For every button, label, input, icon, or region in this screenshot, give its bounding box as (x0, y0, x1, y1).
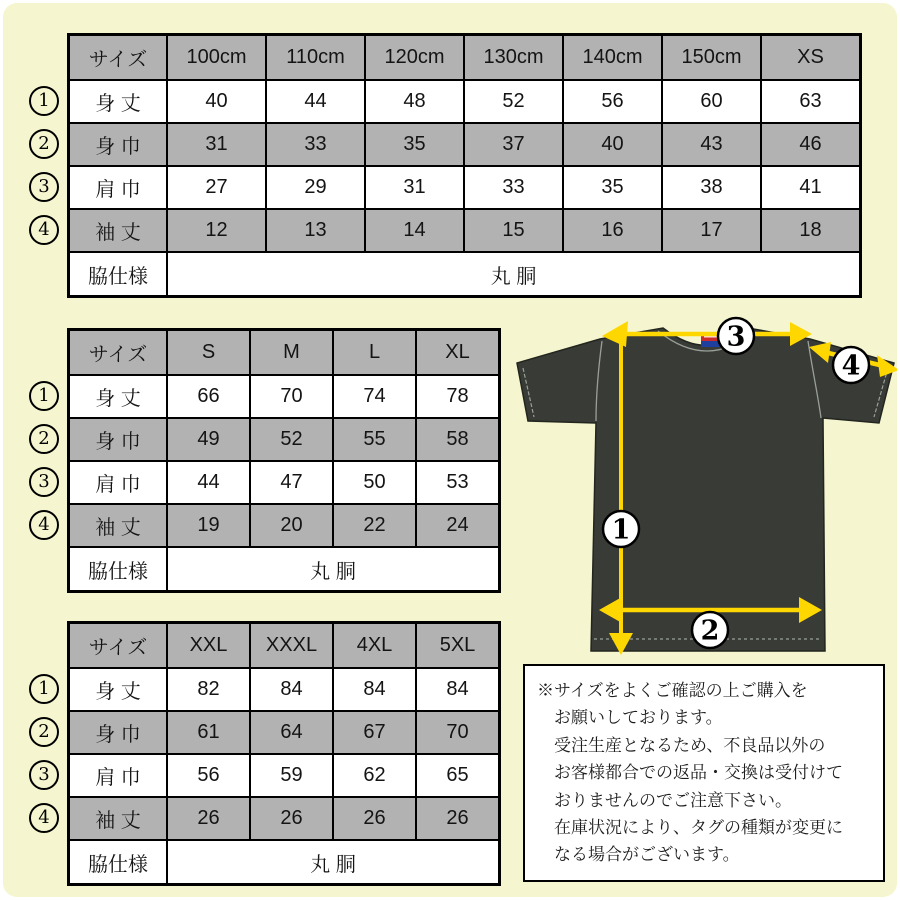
measure-value: 65 (416, 754, 500, 797)
measure-row (69, 80, 861, 123)
note-line: ※サイズをよくご確認の上ご購入を (537, 681, 808, 700)
measure-row (69, 418, 500, 461)
measure-value: 35 (365, 123, 464, 166)
measure-value: 40 (167, 80, 266, 123)
size-column-header: 130cm (464, 35, 563, 81)
measure-value: 22 (333, 504, 416, 547)
measure-value: 33 (266, 123, 365, 166)
measure-label: 身 丈 (69, 80, 168, 123)
measure-value: 59 (250, 754, 333, 797)
note-line: 在庫状況により、タグの種類が変更に (554, 818, 843, 838)
measure-value: 64 (250, 711, 333, 754)
row-markers-adult (21, 328, 67, 593)
measure-value: 48 (365, 80, 464, 123)
measure-row (69, 668, 500, 711)
measure-label: 袖 丈 (69, 504, 168, 547)
header-row (69, 35, 861, 81)
measure-value: 40 (563, 123, 662, 166)
row-marker-circle (29, 503, 59, 546)
note-line: なる場合がございます。 (554, 845, 740, 865)
row-marker-circle (29, 208, 59, 251)
measure-value: 24 (416, 504, 500, 547)
measure-value: 52 (250, 418, 333, 461)
row-marker-number: 1 (29, 86, 59, 116)
measure-label: 身 巾 (69, 123, 168, 166)
measure-value: 62 (333, 754, 416, 797)
plus-size-table (67, 621, 501, 886)
size-column-header: L (333, 330, 416, 376)
size-chart-canvas (3, 3, 897, 897)
size-column-header: 5XL (416, 623, 500, 669)
svg-text:4: 4 (841, 350, 861, 382)
measure-value: 19 (167, 504, 250, 547)
measure-value: 50 (333, 461, 416, 504)
measure-value: 44 (266, 80, 365, 123)
size-column-header: XL (416, 330, 500, 376)
measure-label: 身 丈 (69, 375, 168, 418)
measure-value: 67 (333, 711, 416, 754)
side-spec-row (69, 252, 861, 297)
row-marker-number: 4 (29, 510, 59, 540)
measure-value: 84 (333, 668, 416, 711)
diagram-marker-3 (718, 318, 754, 354)
measure-value: 13 (266, 209, 365, 252)
measure-value: 55 (333, 418, 416, 461)
measure-value: 27 (167, 166, 266, 209)
measure-value: 17 (662, 209, 761, 252)
measure-value: 31 (167, 123, 266, 166)
row-marker-circle (29, 753, 59, 796)
measure-value: 56 (563, 80, 662, 123)
measure-value: 41 (761, 166, 861, 209)
svg-text:3: 3 (726, 321, 746, 353)
measure-value: 26 (416, 797, 500, 840)
measure-value: 60 (662, 80, 761, 123)
measure-value: 37 (464, 123, 563, 166)
row-markers-plus (21, 621, 67, 886)
measure-value: 18 (761, 209, 861, 252)
note-line: お願いしております。 (554, 708, 723, 728)
measure-value: 84 (416, 668, 500, 711)
measure-value: 84 (250, 668, 333, 711)
diagram-marker-4 (833, 347, 869, 383)
measure-value: 26 (167, 797, 250, 840)
row-marker-number: 4 (29, 803, 59, 833)
row-markers-kids (21, 33, 67, 298)
size-column-header: S (167, 330, 250, 376)
measure-value: 44 (167, 461, 250, 504)
note-line: お客様都合での返品・交換は受付けて (554, 763, 843, 783)
measure-row (69, 711, 500, 754)
row-marker-circle (29, 122, 59, 165)
row-marker-number: 3 (29, 760, 59, 790)
measure-value: 16 (563, 209, 662, 252)
measure-label: 袖 丈 (69, 209, 168, 252)
side-spec-label: 脇仕様 (69, 547, 168, 592)
kids-size-table (67, 33, 862, 298)
header-row (69, 623, 500, 669)
plus-size-section (21, 621, 501, 886)
size-column-header: 150cm (662, 35, 761, 81)
size-column-header: XS (761, 35, 861, 81)
size-corner-header: サイズ (69, 35, 168, 81)
purchase-note (523, 664, 885, 882)
row-marker-circle (29, 460, 59, 503)
measure-value: 26 (250, 797, 333, 840)
size-column-header: XXL (167, 623, 250, 669)
diagram-marker-1 (603, 511, 639, 547)
size-corner-header: サイズ (69, 330, 168, 376)
measure-label: 袖 丈 (69, 797, 168, 840)
size-column-header: 120cm (365, 35, 464, 81)
side-spec-label: 脇仕様 (69, 252, 168, 297)
measure-value: 61 (167, 711, 250, 754)
measure-row (69, 504, 500, 547)
size-column-header: 140cm (563, 35, 662, 81)
row-marker-number: 4 (29, 215, 59, 245)
size-column-header: 110cm (266, 35, 365, 81)
measure-label: 肩 巾 (69, 754, 168, 797)
measure-row (69, 375, 500, 418)
measure-value: 70 (416, 711, 500, 754)
measure-value: 52 (464, 80, 563, 123)
row-marker-number: 2 (29, 717, 59, 747)
measure-value: 15 (464, 209, 563, 252)
measure-label: 身 巾 (69, 711, 168, 754)
measure-label: 肩 巾 (69, 166, 168, 209)
measure-row (69, 166, 861, 209)
measure-label: 肩 巾 (69, 461, 168, 504)
diagram-marker-2 (692, 612, 728, 648)
svg-text:1: 1 (611, 514, 631, 546)
measure-row (69, 461, 500, 504)
size-corner-header: サイズ (69, 623, 168, 669)
row-marker-number: 2 (29, 424, 59, 454)
measure-row (69, 123, 861, 166)
side-spec-row (69, 547, 500, 592)
header-row (69, 330, 500, 376)
measure-value: 53 (416, 461, 500, 504)
row-marker-number: 1 (29, 674, 59, 704)
measure-value: 49 (167, 418, 250, 461)
size-column-header: 100cm (167, 35, 266, 81)
measure-value: 56 (167, 754, 250, 797)
row-marker-number: 3 (29, 172, 59, 202)
measure-row (69, 209, 861, 252)
row-marker-circle (29, 710, 59, 753)
kids-size-section (21, 33, 862, 298)
row-marker-circle (29, 374, 59, 417)
measure-label: 身 巾 (69, 418, 168, 461)
measure-value: 33 (464, 166, 563, 209)
measure-value: 63 (761, 80, 861, 123)
measure-value: 66 (167, 375, 250, 418)
size-column-header: M (250, 330, 333, 376)
measure-value: 38 (662, 166, 761, 209)
note-line: おりませんのでご注意下さい。 (554, 790, 792, 810)
row-marker-number: 3 (29, 467, 59, 497)
side-spec-row (69, 840, 500, 885)
tshirt-measure-diagram (508, 301, 897, 663)
measure-value: 46 (761, 123, 861, 166)
side-spec-value: 丸 胴 (167, 547, 500, 592)
row-marker-circle (29, 796, 59, 839)
row-marker-number: 2 (29, 129, 59, 159)
measure-row (69, 754, 500, 797)
adult-size-table (67, 328, 501, 593)
svg-text:2: 2 (700, 615, 720, 647)
adult-size-section (21, 328, 501, 593)
measure-row (69, 797, 500, 840)
row-marker-circle (29, 667, 59, 710)
measure-value: 12 (167, 209, 266, 252)
measure-value: 82 (167, 668, 250, 711)
row-marker-number: 1 (29, 381, 59, 411)
measure-value: 74 (333, 375, 416, 418)
measure-value: 58 (416, 418, 500, 461)
size-column-header: 4XL (333, 623, 416, 669)
measure-value: 70 (250, 375, 333, 418)
side-spec-value: 丸 胴 (167, 252, 861, 297)
size-column-header: XXXL (250, 623, 333, 669)
side-spec-value: 丸 胴 (167, 840, 500, 885)
measure-value: 47 (250, 461, 333, 504)
measure-value: 43 (662, 123, 761, 166)
side-spec-label: 脇仕様 (69, 840, 168, 885)
note-line: 受注生産となるため、不良品以外の (554, 735, 826, 755)
row-marker-circle (29, 165, 59, 208)
measure-value: 31 (365, 166, 464, 209)
row-marker-circle (29, 79, 59, 122)
row-marker-circle (29, 417, 59, 460)
measure-value: 78 (416, 375, 500, 418)
measure-value: 29 (266, 166, 365, 209)
measure-label: 身 丈 (69, 668, 168, 711)
measure-value: 26 (333, 797, 416, 840)
measure-value: 14 (365, 209, 464, 252)
measure-value: 35 (563, 166, 662, 209)
measure-value: 20 (250, 504, 333, 547)
